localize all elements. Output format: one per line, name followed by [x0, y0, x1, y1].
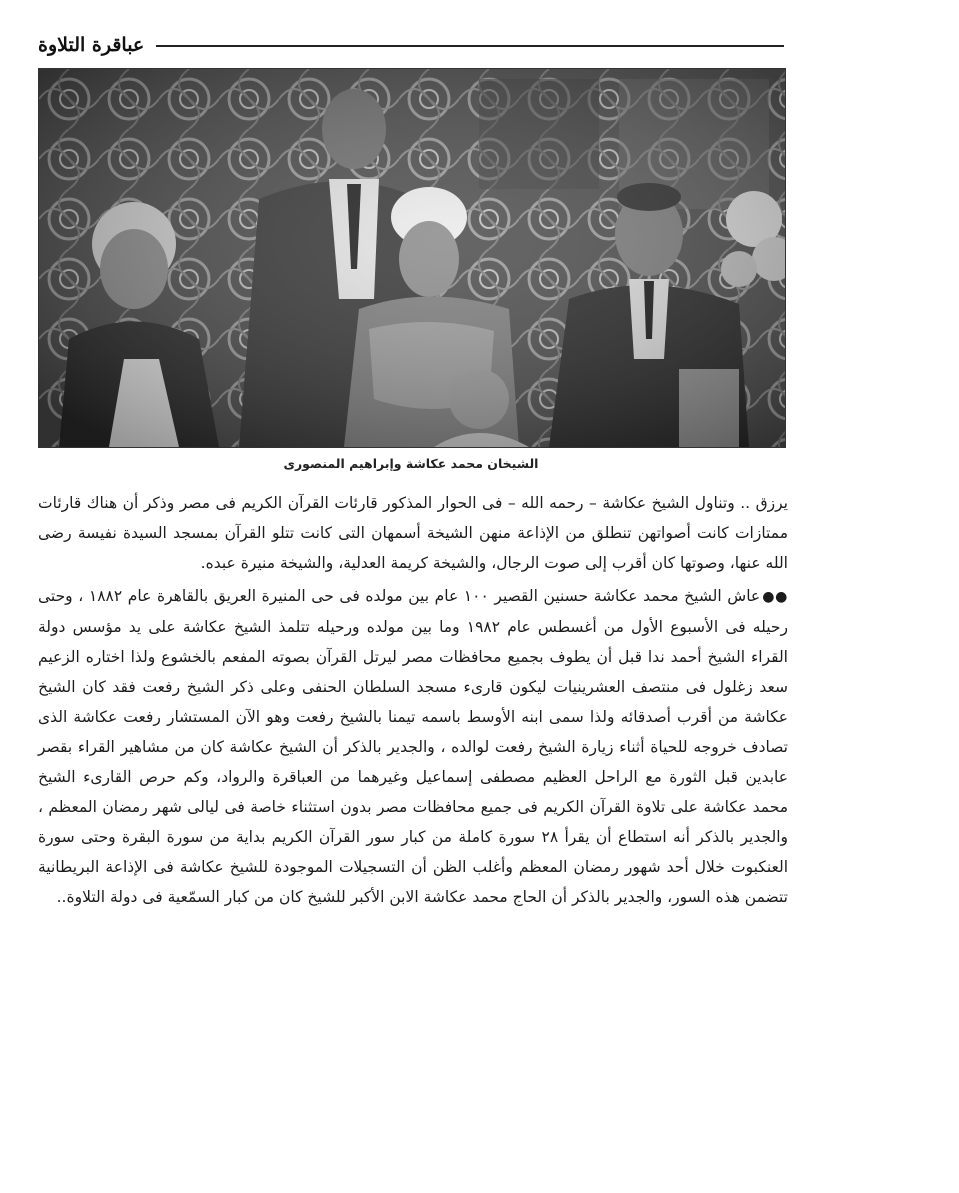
paragraph-text: يرزق .. وتناول الشيخ عكاشة – رحمه الله – فى الحوار المذكور قارئات القرآن الكريم فى مصر وذكر أن هناك قارئات ممتازات كانت أصواتهن تنطلق من الإذاعة منهن الشيخة أسمهان التى كانت تتلو القرآن بمسجد السيدة نفيسة رضى الله عنها، وصوتها كان أقرب إلى صوت الرجال، والشيخة كريمة العدلية، والشيخة منيرة عبده. [38, 494, 788, 572]
running-header [38, 28, 784, 62]
paragraph-text: عاش الشيخ محمد عكاشة حسنين القصير ١٠٠ عام بين مولده فى حى المنيرة العريق بالقاهرة عام ١٨٨٢ ، وحتى رحيله فى الأسبوع الأول من أغسطس عام ١٩٨٢ وما بين مولده ورحيله تتلمذ الشيخ عكاشة على يد مؤسس دولة القراء الشيخ أحمد ندا قبل أن يطوف بجميع محافظات مصر ليرتل القرآن بصوته المفعم بالخشوع ولذا اختاره الزعيم سعد زغلول فى منتصف العشرينيات ليكون قارىء مسجد السلطان الحنفى وعلى ذكر الشيخ رفعت فقد كان الشيخ عكاشة من أقرب أصدقائه ولذا سمى ابنه الأوسط باسمه تيمنا بالشيخ رفعت وهو الآن المستشار رفعت عكاشة الذى تصادف خروجه للحياة أثناء زيارة الشيخ رفعت لوالده ، والجدير بالذكر أن الشيخ عكاشة كان من مشاهير القراء بقصر عابدين قبل الثورة مع الراحل العظيم مصطفى إسماعيل وغيرهما من العباقرة والرواد، وكم حرص القارىء الشيخ محمد عكاشة على تلاوة القرآن الكريم فى جميع محافظات مصر بدون استثناء خاصة فى ليالى شهر رمضان المعظم ، والجدير بالذكر أنه استطاع أن يقرأ ٢٨ سورة كاملة من كبار سور القرآن الكريم بداية من سورة البقرة وحتى سورة العنكبوت خلال أحد شهور رمضان المعظم وأغلب الظن أن التسجيلات الموجودة للشيخ عكاشة فى الإذاعة البريطانية تتضمن هذه السور، والجدير بالذكر أن الحاج محمد عكاشة الابن الأكبر للشيخ كان من كبار السمّعية فى دولة التلاوة.. [38, 587, 789, 906]
paragraph [38, 488, 788, 578]
article-body [38, 488, 788, 912]
photo-caption: الشيخان محمد عكاشة وإبراهيم المنصورى [283, 456, 539, 471]
archival-photo [38, 68, 786, 448]
paragraph [38, 581, 788, 912]
header-title: عباقرة التلاوة [38, 34, 145, 56]
photo-illustration [39, 69, 785, 447]
bullet-marker: ●● [762, 589, 788, 605]
header-rule [156, 45, 784, 47]
